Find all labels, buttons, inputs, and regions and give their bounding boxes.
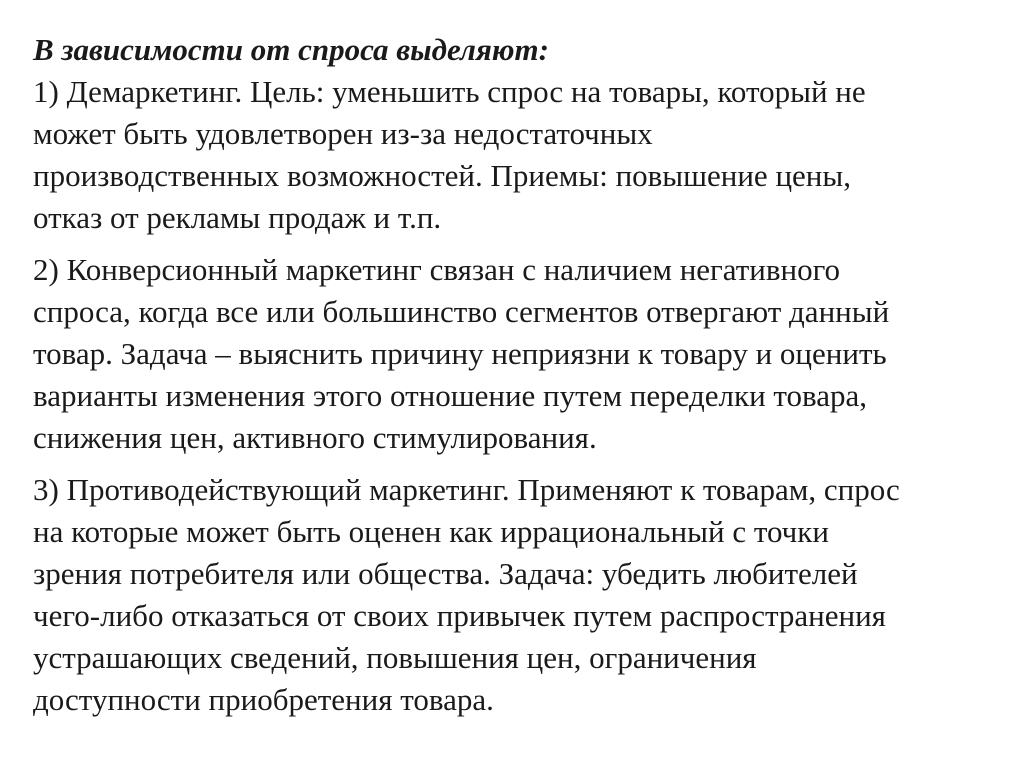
- text-line: варианты изменения этого отношение путем переделки товара,: [33, 378, 868, 413]
- paragraph-conversion-marketing: [33, 249, 984, 459]
- paragraph-demarketing: [33, 71, 984, 239]
- text-line: товар. Задача – выяснить причину неприязни к товару и оценить: [33, 336, 887, 371]
- text-line: может быть удовлетворен из-за недостаточных: [33, 116, 653, 151]
- text-line: спроса, когда все или большинство сегментов отвергают данный: [33, 294, 890, 329]
- text-line: 3) Противодействующий маркетинг. Применяют к товарам, спрос: [33, 472, 900, 507]
- text-line: чего-либо отказаться от своих привычек путем распространения: [33, 598, 886, 633]
- text-line: снижения цен, активного стимулирования.: [33, 420, 597, 455]
- text-line: зрения потребителя или общества. Задача: убедить любителей: [33, 556, 858, 591]
- paragraph-counteracting-marketing: [33, 469, 984, 721]
- text-line: 1) Демаркетинг. Цель: уменьшить спрос на товары, который не: [33, 74, 866, 109]
- slide-heading: В зависимости от спроса выделяют:: [33, 32, 549, 67]
- text-line: отказ от рекламы продаж и т.п.: [33, 200, 442, 235]
- text-line: доступности приобретения товара.: [33, 682, 494, 717]
- text-line: устрашающих сведений, повышения цен, ограничения: [33, 640, 757, 675]
- text-line: производственных возможностей. Приемы: повышение цены,: [33, 158, 851, 193]
- text-line: на которые может быть оценен как иррациональный с точки: [33, 514, 829, 549]
- text-line: 2) Конверсионный маркетинг связан с наличием негативного: [33, 252, 841, 287]
